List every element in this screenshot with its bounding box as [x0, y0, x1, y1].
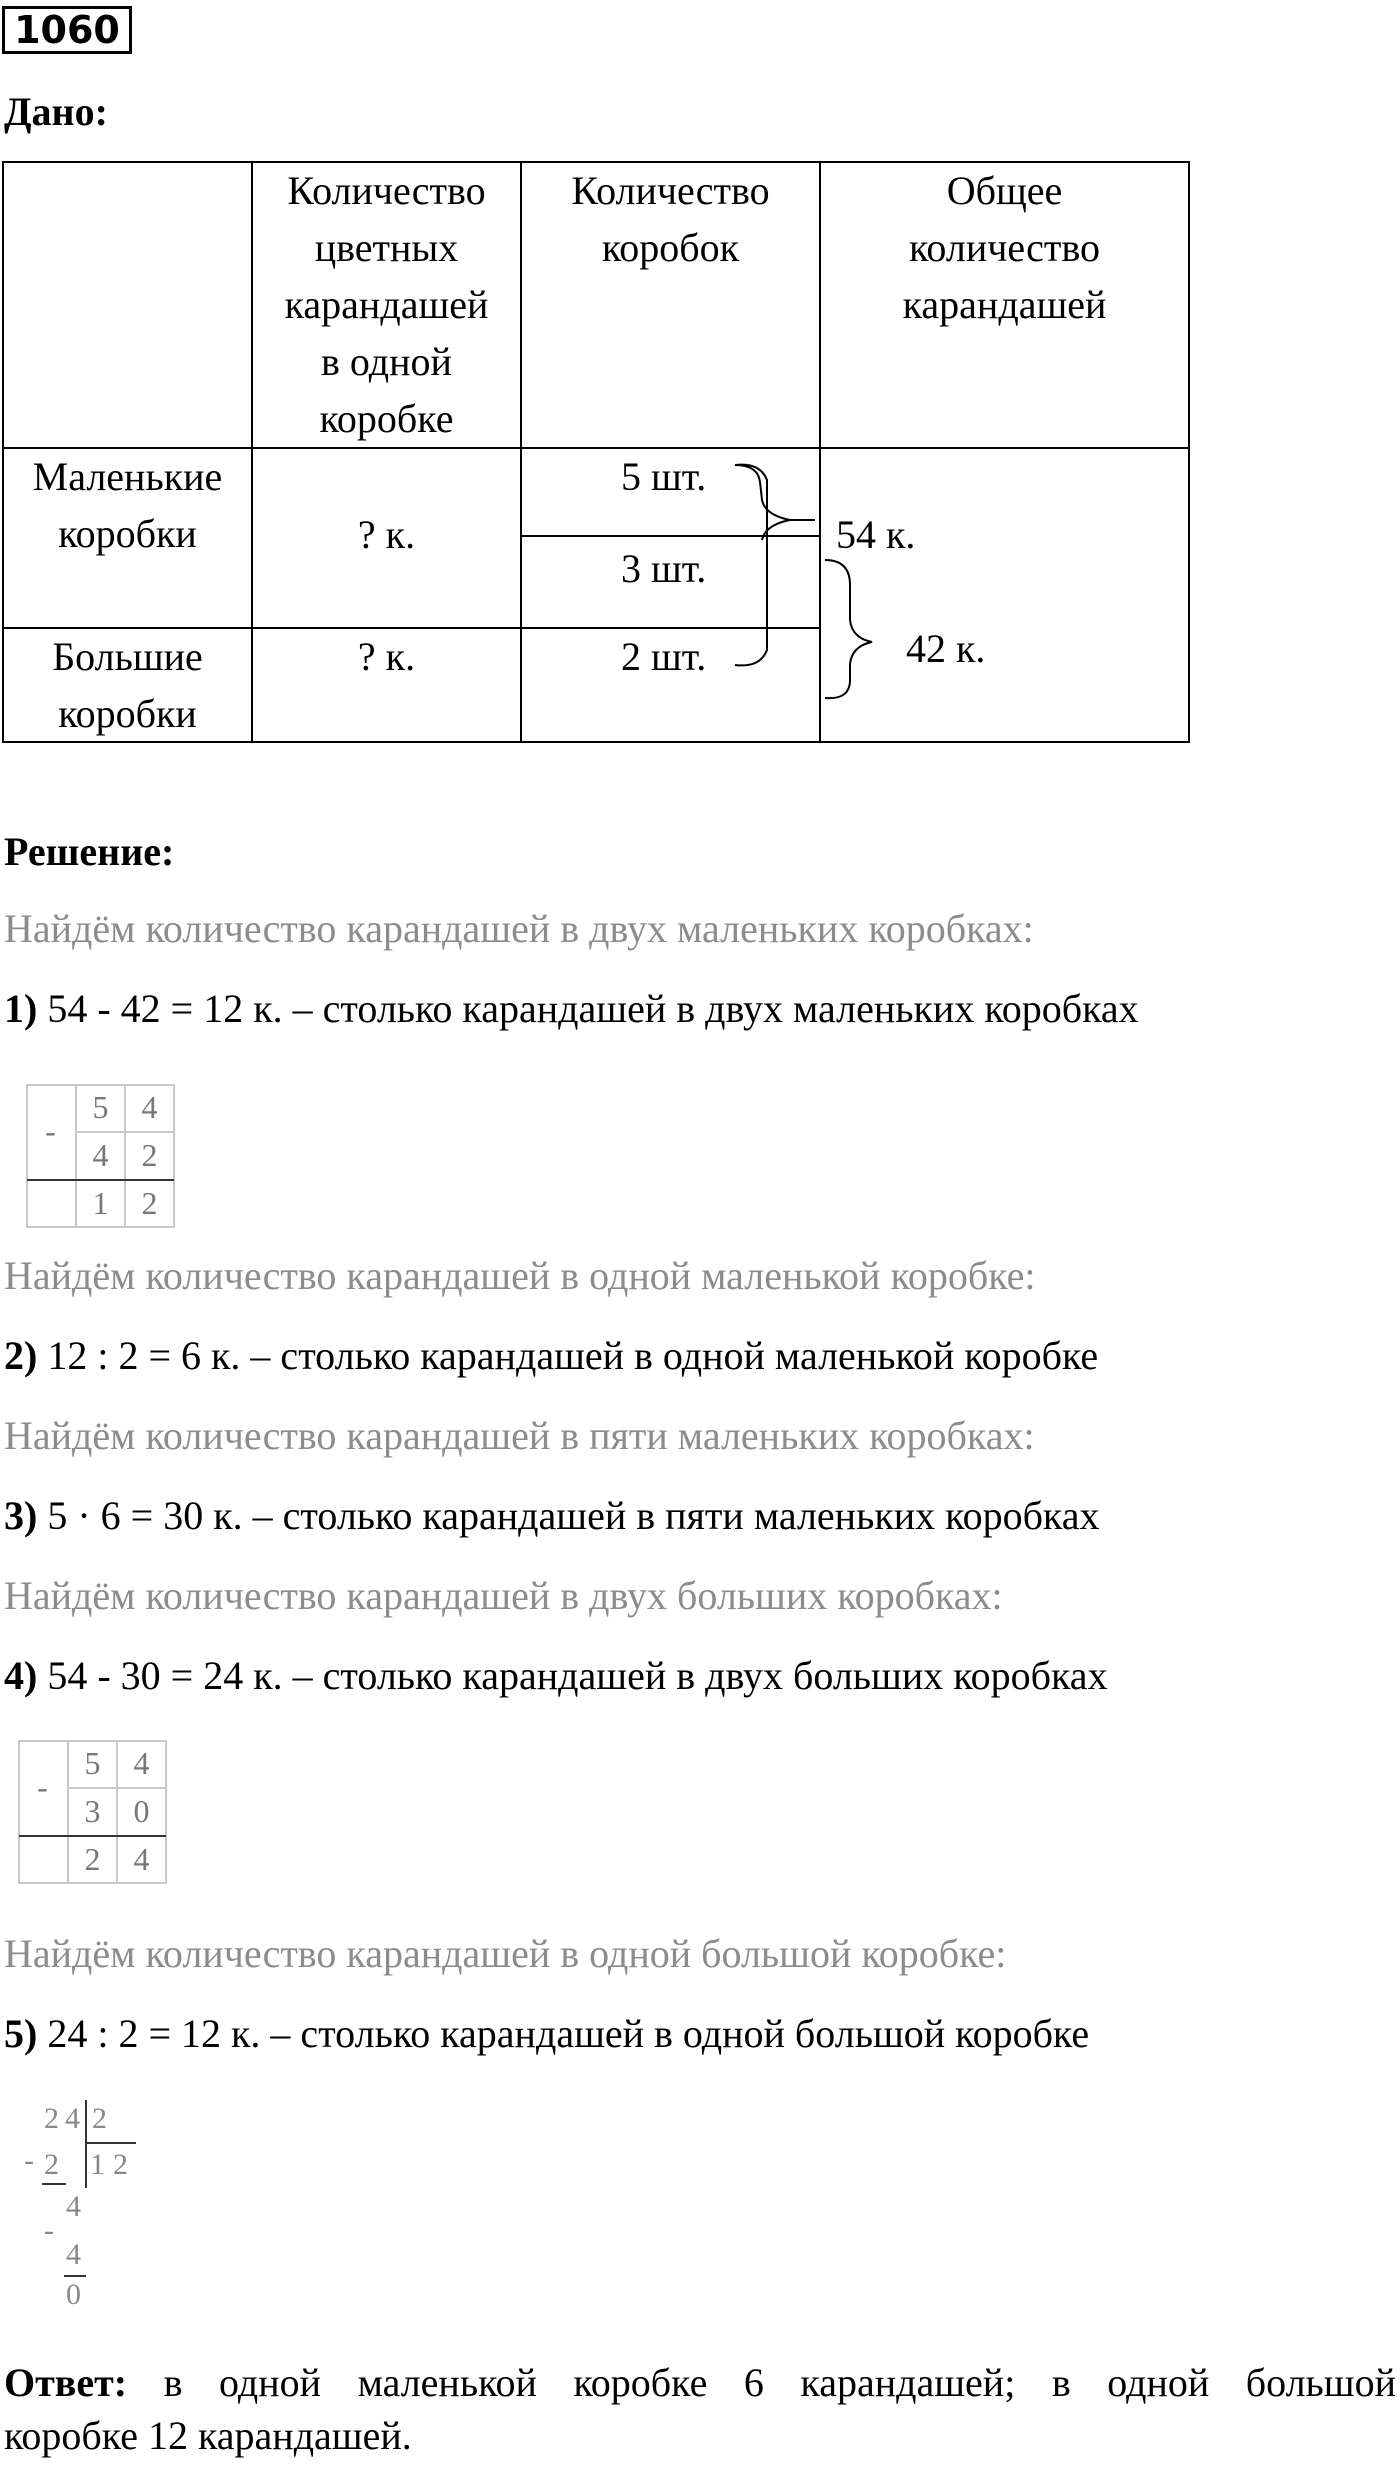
- digit: 0: [133, 1793, 150, 1829]
- step-3-hint: Найдём количество карандашей в пяти маленьких коробках:: [4, 1413, 1035, 1458]
- step-4-hint: Найдём количество карандашей в двух больших коробках:: [4, 1573, 1003, 1618]
- step-2-text: 12 : 2 = 6 к. – столько карандашей в одной маленькой коробке: [47, 1333, 1099, 1378]
- digit: 4: [141, 1089, 158, 1125]
- given-label: Дано:: [4, 89, 108, 134]
- digit: 5: [84, 1745, 101, 1781]
- remainder: 0: [66, 2278, 81, 2311]
- brought-down-digit: 4: [66, 2190, 81, 2223]
- header-boxes-line: Количество: [571, 168, 770, 213]
- header-boxes: [521, 162, 820, 276]
- digit: 2: [141, 1185, 158, 1221]
- row-label-small: [3, 448, 252, 562]
- quotient: 12: [90, 2148, 136, 2181]
- problem-number: 1060: [2, 6, 132, 54]
- row-label-line: Большие: [52, 634, 203, 679]
- row-label-large: [3, 628, 252, 742]
- step-5-hint: Найдём количество карандашей в одной большой коробке:: [4, 1931, 1007, 1976]
- minus-sign: -: [24, 2144, 34, 2177]
- digit: 4: [133, 1745, 150, 1781]
- digit: 4: [92, 1137, 109, 1173]
- header-per-box-line: в одной: [321, 339, 452, 384]
- step-2-hint: Найдём количество карандашей в одной маленькой коробке:: [4, 1253, 1036, 1298]
- header-per-box-line: цветных: [314, 225, 459, 270]
- total-42: 42 к.: [906, 626, 986, 671]
- digit: 2: [84, 1841, 101, 1877]
- answer-text: в одной маленькой коробке 6 карандашей; в одной большой: [163, 2360, 1397, 2405]
- header-total-line: Общее: [946, 168, 1063, 213]
- minus-sign: -: [44, 2214, 54, 2247]
- minus-sign: -: [45, 1113, 56, 1149]
- header-per-box-line: коробке: [319, 396, 454, 441]
- dividend: 24: [44, 2102, 86, 2135]
- boxes-large-2: 2 шт.: [621, 634, 707, 679]
- second-subtrahend: 4: [66, 2238, 81, 2271]
- step-1-hint: Найдём количество карандашей в двух маленьких коробках:: [4, 906, 1034, 951]
- row-label-line: Маленькие: [32, 454, 223, 499]
- step-1-number: 1): [4, 986, 38, 1031]
- long-division: [24, 2098, 164, 2318]
- header-total: [820, 162, 1189, 333]
- step-1-text: 54 - 42 = 12 к. – столько карандашей в двух маленьких коробках: [47, 986, 1139, 1031]
- digit: 3: [84, 1793, 101, 1829]
- header-per-box-line: карандашей: [284, 282, 489, 327]
- divisor: 2: [92, 2102, 107, 2135]
- step-2: [4, 1332, 1098, 1379]
- per-box-large: ? к.: [357, 634, 416, 679]
- step-5: [4, 2010, 1089, 2057]
- header-per-box-line: Количество: [287, 168, 486, 213]
- boxes-small-5: 5 шт.: [621, 454, 707, 499]
- per-box-small: ? к.: [357, 512, 416, 557]
- step-3-number: 3): [4, 1493, 38, 1538]
- header-total-line: количество: [909, 225, 1100, 270]
- digit: 4: [133, 1841, 150, 1877]
- step-2-number: 2): [4, 1333, 38, 1378]
- row-label-line: коробки: [58, 691, 197, 736]
- header-per-box: [252, 162, 521, 447]
- step-4: [4, 1652, 1108, 1699]
- step-4-text: 54 - 30 = 24 к. – столько карандашей в двух больших коробках: [47, 1653, 1108, 1698]
- header-total-line: карандашей: [902, 282, 1107, 327]
- boxes-small-3: 3 шт.: [621, 546, 707, 591]
- answer-line-2: коробке 12 карандашей.: [4, 2413, 412, 2458]
- step-3: [4, 1492, 1100, 1539]
- first-subtrahend: 2: [44, 2148, 59, 2181]
- minus-sign: -: [37, 1769, 48, 1805]
- row-label-line: коробки: [58, 511, 197, 556]
- step-3-text: 5 · 6 = 30 к. – столько карандашей в пяти маленьких коробках: [47, 1493, 1100, 1538]
- step-5-number: 5): [4, 2011, 38, 2056]
- answer-line-1: [4, 2355, 1396, 2411]
- column-subtraction-2: [18, 1740, 168, 1885]
- header-boxes-line: коробок: [601, 225, 740, 270]
- given-table: [0, 0, 1400, 760]
- digit: 5: [92, 1089, 109, 1125]
- answer-label: Ответ:: [4, 2360, 128, 2405]
- solution-label: Решение:: [4, 829, 175, 874]
- step-5-text: 24 : 2 = 12 к. – столько карандашей в одной большой коробке: [47, 2011, 1090, 2056]
- step-1: [4, 985, 1139, 1032]
- digit: 2: [141, 1137, 158, 1173]
- digit: 1: [92, 1185, 109, 1221]
- total-54: 54 к.: [836, 512, 916, 557]
- step-4-number: 4): [4, 1653, 38, 1698]
- column-subtraction-1: [26, 1084, 176, 1229]
